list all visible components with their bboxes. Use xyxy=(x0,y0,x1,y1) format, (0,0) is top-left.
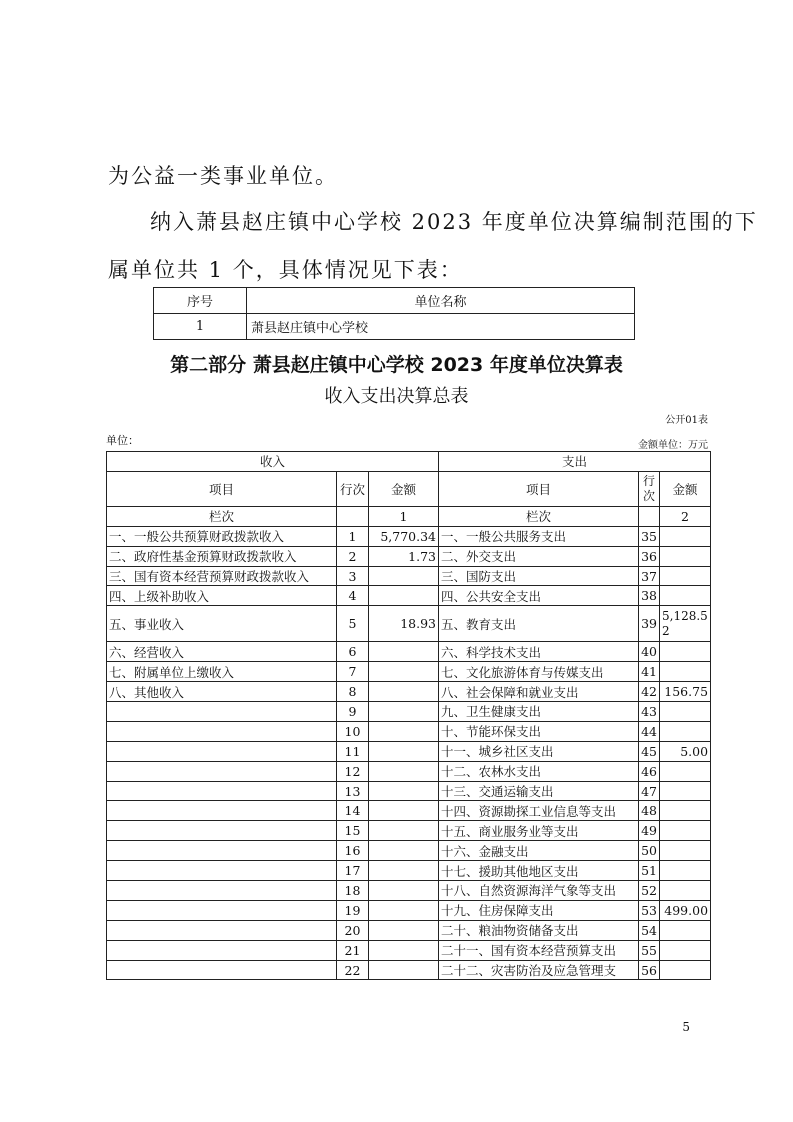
income-line: 6 xyxy=(337,642,369,662)
income-line: 12 xyxy=(337,761,369,781)
table-row xyxy=(107,682,711,702)
expense-item: 十、节能环保支出 xyxy=(439,721,639,741)
table-row xyxy=(107,702,711,722)
expense-line: 37 xyxy=(639,566,660,586)
expense-amount xyxy=(660,642,711,662)
col-expense-item: 项目 xyxy=(439,471,639,506)
income-amount xyxy=(369,881,439,901)
expense-amount xyxy=(660,662,711,682)
expense-item: 十一、城乡社区支出 xyxy=(439,741,639,761)
expense-item: 十三、交通运输支出 xyxy=(439,781,639,801)
expense-item: 十八、自然资源海洋气象等支出 xyxy=(439,881,639,901)
income-item xyxy=(107,801,337,821)
income-amount xyxy=(369,761,439,781)
expense-col-no: 2 xyxy=(660,506,711,526)
income-item xyxy=(107,960,337,980)
income-amount xyxy=(369,662,439,682)
unit-seq: 1 xyxy=(154,314,247,340)
income-line: 13 xyxy=(337,781,369,801)
expense-amount xyxy=(660,801,711,821)
table-row xyxy=(107,721,711,741)
intro-line-2: 纳入萧县赵庄镇中心学校 2023 年度单位决算编制范围的下 xyxy=(150,210,758,234)
income-item: 六、经营收入 xyxy=(107,642,337,662)
page-number: 5 xyxy=(682,1020,690,1034)
expense-line: 41 xyxy=(639,662,660,682)
table-row xyxy=(107,960,711,980)
income-amount xyxy=(369,821,439,841)
expense-lanci: 栏次 xyxy=(439,506,639,526)
expense-item: 十五、商业服务业等支出 xyxy=(439,821,639,841)
table-row xyxy=(107,920,711,940)
expense-amount xyxy=(660,702,711,722)
expense-line: 55 xyxy=(639,940,660,960)
expense-line: 42 xyxy=(639,682,660,702)
expense-amount xyxy=(660,940,711,960)
expense-line: 54 xyxy=(639,920,660,940)
expense-item: 二、外交支出 xyxy=(439,546,639,566)
income-item: 一、一般公共预算财政拨款收入 xyxy=(107,526,337,546)
income-item xyxy=(107,920,337,940)
income-item xyxy=(107,841,337,861)
expense-line: 53 xyxy=(639,900,660,920)
unit-label: 单位： xyxy=(106,434,139,447)
table-row xyxy=(107,881,711,901)
expense-item: 十二、农林水支出 xyxy=(439,761,639,781)
expense-amount xyxy=(660,920,711,940)
unit-name: 萧县赵庄镇中心学校 xyxy=(247,314,635,340)
income-line: 21 xyxy=(337,940,369,960)
table-row xyxy=(107,526,711,546)
expense-item: 六、科学技术支出 xyxy=(439,642,639,662)
expense-amount xyxy=(660,781,711,801)
table-row xyxy=(107,940,711,960)
table-row xyxy=(107,801,711,821)
income-line: 18 xyxy=(337,881,369,901)
income-amount xyxy=(369,900,439,920)
expense-amount xyxy=(660,566,711,586)
income-line: 14 xyxy=(337,801,369,821)
income-line: 5 xyxy=(337,606,369,642)
col-income-amount: 金额 xyxy=(369,471,439,506)
income-amount xyxy=(369,841,439,861)
expense-amount xyxy=(660,761,711,781)
expense-line: 43 xyxy=(639,702,660,722)
income-line: 20 xyxy=(337,920,369,940)
expense-amount: 5.00 xyxy=(660,741,711,761)
expense-item: 十九、住房保障支出 xyxy=(439,900,639,920)
unit-table-header xyxy=(154,288,635,314)
expense-item: 一、一般公共服务支出 xyxy=(439,526,639,546)
table-row xyxy=(107,861,711,881)
income-amount xyxy=(369,940,439,960)
expense-item: 八、社会保障和就业支出 xyxy=(439,682,639,702)
income-amount xyxy=(369,702,439,722)
income-item xyxy=(107,721,337,741)
table-title: 收入支出决算总表 xyxy=(324,386,469,407)
income-amount xyxy=(369,566,439,586)
table-row xyxy=(107,606,711,642)
expense-item: 二十二、灾害防治及应急管理支 xyxy=(439,960,639,980)
expense-amount: 5,128.52 xyxy=(660,606,711,642)
intro-line-1: 为公益一类事业单位。 xyxy=(108,164,338,188)
income-item xyxy=(107,781,337,801)
subordinate-unit-table xyxy=(153,287,635,340)
income-line: 3 xyxy=(337,566,369,586)
income-amount xyxy=(369,642,439,662)
header-unit-name: 单位名称 xyxy=(247,288,635,314)
expense-line: 45 xyxy=(639,741,660,761)
currency-unit: 金额单位：万元 xyxy=(638,440,708,451)
income-col-no: 1 xyxy=(369,506,439,526)
empty-cell xyxy=(337,506,369,526)
income-expense-summary-table xyxy=(106,451,711,980)
income-amount xyxy=(369,861,439,881)
expense-line: 47 xyxy=(639,781,660,801)
expense-line: 49 xyxy=(639,821,660,841)
income-item xyxy=(107,940,337,960)
income-item xyxy=(107,821,337,841)
expense-item: 十七、援助其他地区支出 xyxy=(439,861,639,881)
income-lanci: 栏次 xyxy=(107,506,337,526)
income-amount xyxy=(369,920,439,940)
expense-amount xyxy=(660,881,711,901)
income-amount: 18.93 xyxy=(369,606,439,642)
part-title: 第二部分 萧县赵庄镇中心学校 2023 年度单位决算表 xyxy=(170,354,623,376)
empty-cell xyxy=(639,506,660,526)
income-amount xyxy=(369,781,439,801)
expense-item: 五、教育支出 xyxy=(439,606,639,642)
col-income-row: 行次 xyxy=(337,471,369,506)
income-header: 收入 xyxy=(107,452,439,472)
expense-line: 44 xyxy=(639,721,660,741)
expense-item: 十六、金融支出 xyxy=(439,841,639,861)
expense-line: 38 xyxy=(639,586,660,606)
income-line: 7 xyxy=(337,662,369,682)
table-row xyxy=(107,586,711,606)
table-row xyxy=(107,900,711,920)
expense-amount xyxy=(660,841,711,861)
section-header-row xyxy=(107,452,711,472)
income-amount xyxy=(369,586,439,606)
income-amount xyxy=(369,721,439,741)
income-item: 五、事业收入 xyxy=(107,606,337,642)
expense-item: 二十一、国有资本经营预算支出 xyxy=(439,940,639,960)
income-item xyxy=(107,741,337,761)
income-item xyxy=(107,881,337,901)
expense-item: 十四、资源勘探工业信息等支出 xyxy=(439,801,639,821)
expense-amount xyxy=(660,526,711,546)
income-amount: 5,770.34 xyxy=(369,526,439,546)
table-row xyxy=(107,821,711,841)
expense-line: 50 xyxy=(639,841,660,861)
income-line: 2 xyxy=(337,546,369,566)
expense-header: 支出 xyxy=(439,452,711,472)
expense-amount xyxy=(660,821,711,841)
income-item xyxy=(107,761,337,781)
expense-line: 39 xyxy=(639,606,660,642)
income-line: 19 xyxy=(337,900,369,920)
expense-line: 48 xyxy=(639,801,660,821)
col-income-item: 项目 xyxy=(107,471,337,506)
table-row xyxy=(107,741,711,761)
column-header-row xyxy=(107,471,711,506)
income-line: 8 xyxy=(337,682,369,702)
income-item xyxy=(107,900,337,920)
table-row xyxy=(107,546,711,566)
income-line: 4 xyxy=(337,586,369,606)
expense-line: 40 xyxy=(639,642,660,662)
column-number-row xyxy=(107,506,711,526)
income-amount: 1.73 xyxy=(369,546,439,566)
expense-item: 三、国防支出 xyxy=(439,566,639,586)
table-row xyxy=(107,841,711,861)
income-item: 二、政府性基金预算财政拨款收入 xyxy=(107,546,337,566)
income-line: 10 xyxy=(337,721,369,741)
income-amount xyxy=(369,801,439,821)
expense-item: 九、卫生健康支出 xyxy=(439,702,639,722)
expense-amount xyxy=(660,960,711,980)
expense-line: 36 xyxy=(639,546,660,566)
income-item: 八、其他收入 xyxy=(107,682,337,702)
expense-item: 四、公共安全支出 xyxy=(439,586,639,606)
expense-line: 35 xyxy=(639,526,660,546)
income-item: 四、上级补助收入 xyxy=(107,586,337,606)
income-item xyxy=(107,702,337,722)
intro-line-3: 属单位共 1 个，具体情况见下表： xyxy=(108,258,463,282)
expense-amount xyxy=(660,861,711,881)
income-amount xyxy=(369,741,439,761)
income-item xyxy=(107,861,337,881)
expense-line: 51 xyxy=(639,861,660,881)
expense-amount xyxy=(660,586,711,606)
income-line: 11 xyxy=(337,741,369,761)
table-row xyxy=(154,314,635,340)
col-expense-row: 行次 xyxy=(639,471,660,506)
table-row xyxy=(107,761,711,781)
expense-item: 七、文化旅游体育与传媒支出 xyxy=(439,662,639,682)
income-item: 七、附属单位上缴收入 xyxy=(107,662,337,682)
income-line: 9 xyxy=(337,702,369,722)
expense-item: 二十、粮油物资储备支出 xyxy=(439,920,639,940)
expense-line: 56 xyxy=(639,960,660,980)
income-item: 三、国有资本经营预算财政拨款收入 xyxy=(107,566,337,586)
income-line: 1 xyxy=(337,526,369,546)
income-amount xyxy=(369,960,439,980)
table-row xyxy=(107,642,711,662)
expense-amount xyxy=(660,721,711,741)
income-line: 15 xyxy=(337,821,369,841)
col-expense-amount: 金额 xyxy=(660,471,711,506)
expense-line: 52 xyxy=(639,881,660,901)
expense-amount: 499.00 xyxy=(660,900,711,920)
form-number: 公开01表 xyxy=(665,415,708,426)
table-row xyxy=(107,662,711,682)
expense-amount xyxy=(660,546,711,566)
income-line: 16 xyxy=(337,841,369,861)
table-row xyxy=(107,566,711,586)
income-line: 17 xyxy=(337,861,369,881)
expense-amount: 156.75 xyxy=(660,682,711,702)
expense-line: 46 xyxy=(639,761,660,781)
header-seq: 序号 xyxy=(154,288,247,314)
income-line: 22 xyxy=(337,960,369,980)
income-amount xyxy=(369,682,439,702)
table-row xyxy=(107,781,711,801)
